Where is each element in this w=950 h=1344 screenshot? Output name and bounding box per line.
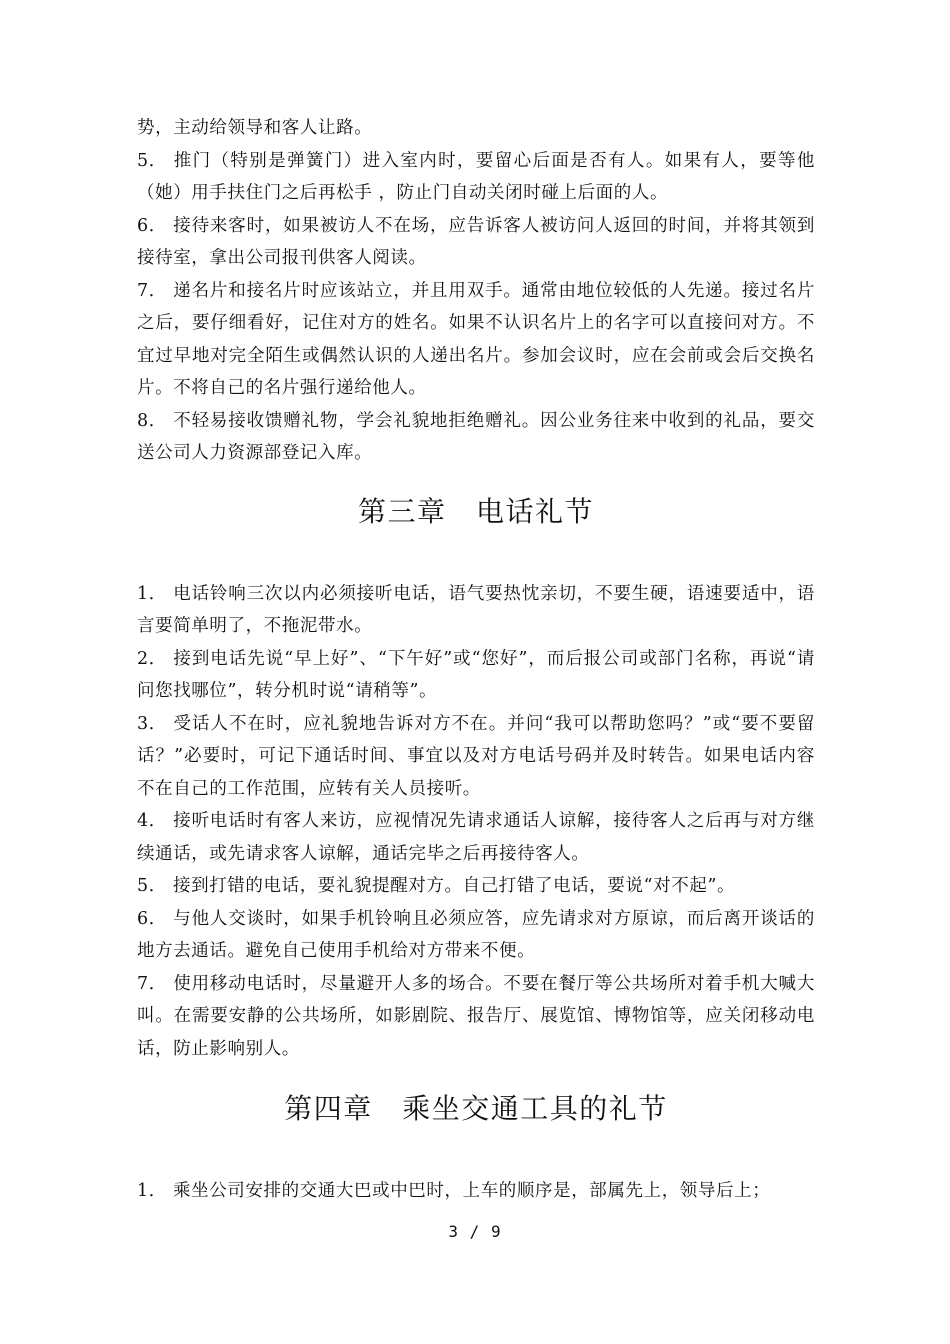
- chapter-4-heading: 第四章 乘坐交通工具的礼节: [284, 1092, 668, 1125]
- list-item: [137, 210, 815, 275]
- item-number: 1．: [137, 1181, 167, 1201]
- item-text: 推门（特别是弹簧门）进入室内时，要留心后面是否有人。如果有人，要等他（她）用手扶住门之后再松手 ，防止门自动关闭时碰上后面的人。: [137, 150, 815, 203]
- item-text: 受话人不在时，应礼貌地告诉对方不在。并问“我可以帮助您吗？”或“要不要留话？”必要时，可记下通话时间、事宜以及对方电话号码并及时转告。如果电话内容不在自己的工作范围，应转有关人员接听。: [137, 713, 815, 799]
- item-text: 接待来客时，如果被访人不在场，应告诉客人被访问人返回的时间，并将其领到接待室，拿出公司报刊供客人阅读。: [137, 215, 815, 268]
- item-text: 接到电话先说“早上好”、“下午好”或“您好”，而后报公司或部门名称，再说“请问您找哪位”，转分机时说“请稍等”。: [137, 648, 815, 701]
- item-number: 7．: [137, 280, 167, 301]
- chapter-3-heading: 第三章 电话礼节: [357, 494, 594, 528]
- list-item: [137, 1175, 815, 1208]
- item-number: 8．: [137, 410, 167, 431]
- item-number: 6．: [137, 908, 167, 929]
- item-text: 乘坐公司安排的交通大巴或中巴时，上车的顺序是，部属先上，领导后上；: [173, 1181, 771, 1201]
- item-text: 与他人交谈时，如果手机铃响且必须应答，应先请求对方原谅，而后离开谈话的地方去通话。避免自己使用手机给对方带来不便。: [137, 908, 815, 961]
- list-item: [137, 708, 815, 806]
- item-text: 接到打错的电话，要礼貌提醒对方。自己打错了电话，要说“对不起”。: [173, 876, 736, 896]
- item-text: 电话铃响三次以内必须接听电话，语气要热忱亲切，不要生硬，语速要适中，语言要简单明了，不拖泥带水。: [137, 583, 815, 636]
- intro-item-list: [137, 145, 815, 470]
- chapter-4-item-list: [137, 1175, 815, 1208]
- continuation-text: 势，主动给领导和客人让路。: [137, 118, 373, 138]
- page-content: [137, 112, 815, 1208]
- list-item: [137, 903, 815, 968]
- item-number: 7．: [137, 973, 167, 994]
- list-item: [137, 870, 815, 903]
- item-number: 5．: [137, 876, 167, 896]
- list-item: [137, 643, 815, 708]
- item-text: 递名片和接名片时应该站立，并且用双手。通常由地位较低的人先递。接过名片之后，要仔细看好，记住对方的姓名。如果不认识名片上的名字可以直接问对方。不宜过早地对完全陌生或偶然认识的人递出名片。参加会议时，应在会前或会后交换名片。不将自己的名片强行递给他人。: [137, 280, 815, 398]
- chapter-3-item-list: [137, 578, 815, 1066]
- item-number: 4．: [137, 811, 167, 831]
- item-number: 5．: [137, 150, 167, 171]
- list-item: [137, 968, 815, 1066]
- list-item: [137, 805, 815, 870]
- item-text: 使用移动电话时，尽量避开人多的场合。不要在餐厅等公共场所对着手机大喊大叫。在需要安静的公共场所，如影剧院、报告厅、展览馆、博物馆等，应关闭移动电话，防止影响别人。: [137, 973, 815, 1059]
- list-item: [137, 405, 815, 470]
- list-item: [137, 145, 815, 210]
- item-text: 不轻易接收馈赠礼物，学会礼貌地拒绝赠礼。因公业务往来中收到的礼品，要交送公司人力资源部登记入库。: [137, 410, 815, 463]
- item-number: 1．: [137, 583, 167, 604]
- list-item: [137, 578, 815, 643]
- item-number: 3．: [137, 713, 167, 734]
- page-number: 3 / 9: [448, 1222, 502, 1241]
- list-item: [137, 275, 815, 405]
- item-text: 接听电话时有客人来访，应视情况先请求通话人谅解，接待客人之后再与对方继续通话，或先请求客人谅解，通话完毕之后再接待客人。: [137, 811, 815, 864]
- item-number: 2．: [137, 648, 167, 669]
- item-number: 6．: [137, 215, 167, 236]
